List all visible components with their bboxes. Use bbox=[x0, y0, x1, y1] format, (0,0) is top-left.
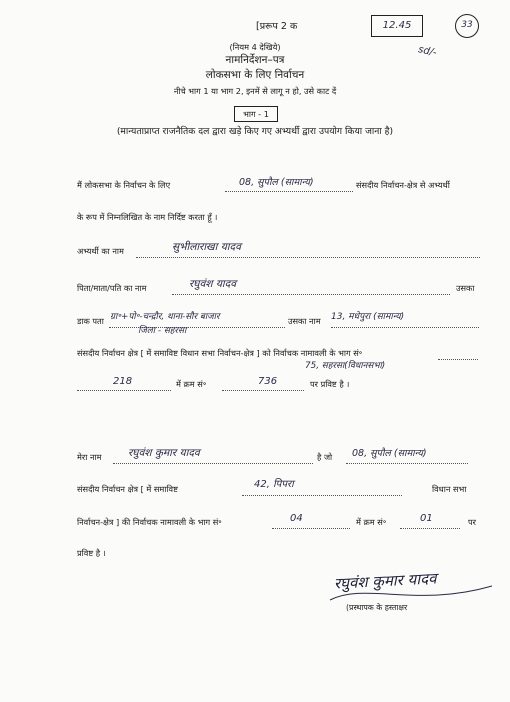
dotted-rule bbox=[242, 495, 402, 496]
time-value: 12.45 bbox=[382, 20, 412, 31]
signature-label: (प्रस्थापक के हस्ताक्षर bbox=[346, 603, 408, 612]
candidate-label: अभ्यर्थी का नाम bbox=[77, 246, 124, 256]
dotted-rule bbox=[400, 528, 460, 529]
part-description: (मान्यताप्राप्त राजनैतिक दल द्वारा खड़े किए गए अभ्यर्थी द्वारा उपयोग किया जाना है) bbox=[116, 126, 394, 137]
proposer-line2-suffix: विधान सभा bbox=[432, 484, 467, 494]
address-value: ग्रा॰+पो॰-चन्द्रौर, थाना-सौर बाजार bbox=[110, 312, 220, 322]
address-constituency: 13, मधेपुरा (सामान्य) bbox=[331, 312, 405, 322]
initials-mark: sd/- bbox=[417, 44, 438, 59]
proposer-line3-suffix: पर bbox=[468, 517, 476, 527]
proposer-line4: प्रविष्ट है । bbox=[77, 548, 106, 558]
part-label: भाग - 1 bbox=[243, 109, 269, 119]
dotted-rule bbox=[438, 359, 478, 360]
form-title: नामनिर्देशन–पत्र bbox=[225, 54, 285, 66]
signature-flourish bbox=[326, 578, 496, 606]
proposer-line1-prefix: मेरा नाम bbox=[77, 452, 102, 462]
form-subtitle: लोकसभा के लिए निर्वाचन bbox=[205, 69, 305, 81]
form-number: [प्ररूप 2 क bbox=[256, 21, 298, 32]
father-label: पिता/माता/पति का नाम bbox=[77, 283, 147, 293]
dotted-rule bbox=[331, 327, 479, 328]
father-suffix: उसका bbox=[456, 283, 475, 293]
line1-prefix: मैं लोकसभा के निर्वाचन के लिए bbox=[77, 180, 171, 190]
dotted-rule bbox=[272, 528, 350, 529]
proposer-line1-mid: है जो bbox=[317, 452, 333, 462]
dotted-rule bbox=[346, 463, 468, 464]
proposer-line3-prefix: निर्वाचन-क्षेत्र ] की निर्वाचक नामावली के भाग सं॰ bbox=[77, 517, 222, 527]
candidate-name: सुभीलाराखा यादव bbox=[172, 241, 241, 253]
roll-assembly: 75, सहरसा(विधानसभा) bbox=[305, 361, 386, 371]
time-box bbox=[371, 15, 423, 37]
serial-label: में क्रम सं॰ bbox=[176, 379, 207, 389]
page-number: 33 bbox=[461, 20, 473, 30]
proposer-line2-prefix: संसदीय निर्वाचन क्षेत्र [ में समाविष्ट bbox=[77, 484, 178, 494]
proposer-signature: रघुवंश कुमार यादव bbox=[333, 569, 437, 593]
dotted-rule bbox=[109, 327, 285, 328]
father-name: रघुवंश यादव bbox=[189, 278, 237, 290]
proposer-assembly: 42, पिपरा bbox=[254, 479, 294, 490]
roll-part-number: 218 bbox=[113, 376, 133, 387]
address-label: डाक पता bbox=[77, 316, 104, 326]
proposer-serial-label: में क्रम सं॰ bbox=[356, 517, 387, 527]
proposer-constituency: 08, सुपौल (सामान्य) bbox=[352, 448, 427, 459]
address-mid: उसका नाम bbox=[288, 316, 321, 326]
dotted-rule bbox=[225, 191, 353, 192]
strike-instruction: नीचे भाग 1 या भाग 2, इनमें से लागू न हो, उसे काट दें bbox=[173, 86, 337, 96]
page-number-circle bbox=[455, 14, 479, 38]
serial-suffix: पर प्रविष्ट है । bbox=[310, 379, 350, 389]
address-district: जिला - सहरसा bbox=[138, 326, 187, 336]
rule-reference: (नियम 4 देखिये) bbox=[229, 42, 281, 52]
dotted-rule bbox=[77, 390, 171, 391]
line1-suffix: संसदीय निर्वाचन-क्षेत्र से अभ्यर्थी bbox=[356, 180, 450, 190]
proposer-name: रघुवंश कुमार यादव bbox=[128, 447, 200, 459]
part-box bbox=[234, 106, 278, 122]
line2-text: के रूप में निम्नलिखित के नाम निर्दिष्ट करता हूँ । bbox=[77, 212, 218, 222]
serial-number: 736 bbox=[258, 376, 278, 387]
dotted-rule bbox=[222, 390, 304, 391]
proposer-serial-number: 01 bbox=[420, 513, 433, 524]
dotted-rule bbox=[136, 257, 480, 258]
dotted-rule bbox=[172, 294, 450, 295]
constituency-value: 08, सुपौल (सामान्य) bbox=[239, 177, 314, 188]
roll-text: संसदीय निर्वाचन क्षेत्र [ में समाविष्ट विधान सभा निर्वाचन-क्षेत्र ] को निर्वाचक नामावली के भाग सं॰ bbox=[77, 348, 363, 358]
dotted-rule bbox=[113, 463, 313, 464]
proposer-part-number: 04 bbox=[290, 513, 303, 524]
